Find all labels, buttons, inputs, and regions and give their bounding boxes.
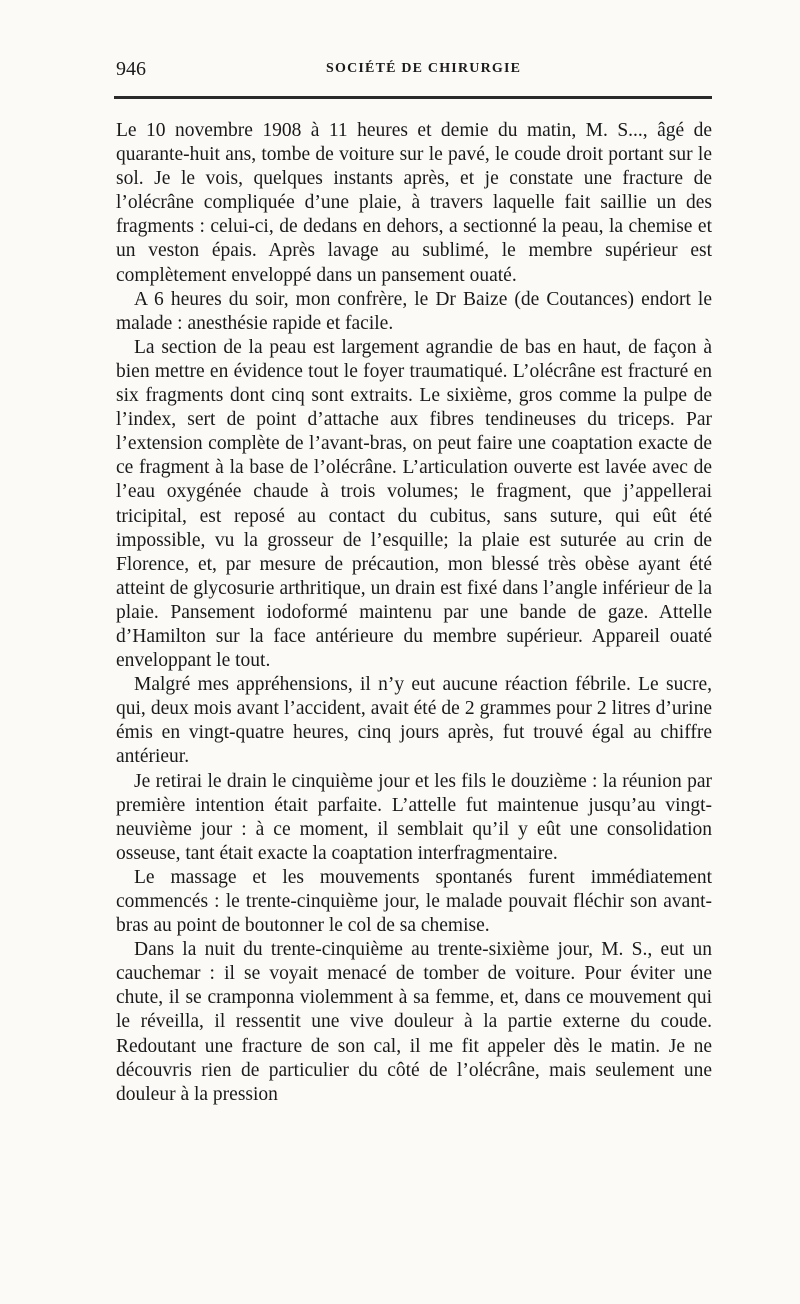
paragraph-2: A 6 heures du soir, mon confrère, le Dr Baize (de Coutances) endort le malade : anesthésie rapide et facile. <box>116 288 712 334</box>
running-head <box>116 58 712 88</box>
journal-title: SOCIÉTÉ DE CHIRURGIE <box>326 61 522 76</box>
paragraph-4: Malgré mes appréhensions, il n’y eut aucune réaction fébrile. Le sucre, qui, deux mois avant l’accident, avait été de 2 grammes pour 2 litres d’urine émis en vingt-quatre heures, cinq jours après, fut trouvé égal au chiffre antérieur. <box>116 674 712 768</box>
paragraph-7: Dans la nuit du trente-cinquième au trente-sixième jour, M. S., eut un cauchemar : il se voyait menacé de tomber de voiture. Pour éviter une chute, il se cramponna violemment à sa femme, et, dans ce mouvement qui le réveilla, il ressentit une vive douleur à la partie externe du coude. Redoutant une fracture de son cal, il me fit appeler dès le matin. Je ne découvris rien de particulier du côté de l’olécrâne, mais seulement une douleur à la pression <box>116 939 712 1105</box>
body-text <box>116 119 712 1107</box>
paragraph-3: La section de la peau est largement agrandie de bas en haut, de façon à bien mettre en évidence tout le foyer traumatiqué. L’olécrâne est fracturé en six fragments dont cinq sont extraits. Le sixième, gros comme la pulpe de l’index, sert de point d’attache aux fibres tendineuses du triceps. Par l’extension complète de l’avant-bras, on peut faire une coaptation exacte de ce fragment à la base de l’olécrâne. L’articulation ouverte est lavée avec de l’eau oxygénée chaude à trois volumes; le fragment, que j’appellerai tricipital, est reposé au contact du cubitus, sans suture, qui eût été impossible, vu la grosseur de l’esquille; la plaie est suturée au crin de Florence, et, par mesure de précaution, mon blessé très obèse ayant été atteint de glycosurie arthritique, un drain est fixé dans l’angle inférieur de la plaie. Pansement iodoformé maintenu par une bande de gaze. Attelle d’Hamilton sur la face antérieure du membre supérieur. Appareil ouaté enveloppant le tout. <box>116 336 712 672</box>
page-number: 946 <box>116 58 146 80</box>
paragraph-6: Le massage et les mouvements spontanés furent immédiatement commencés : le trente-cinquième jour, le malade pouvait fléchir son avant-bras au point de boutonner le col de sa chemise. <box>116 866 712 937</box>
paragraph-5: Je retirai le drain le cinquième jour et les fils le douzième : la réunion par première intention était parfaite. L’attelle fut maintenue jusqu’au vingt-neuvième jour : à ce moment, il semblait qu’il y eût une consolidation osseuse, tant était exacte la coaptation interfragmentaire. <box>116 770 712 864</box>
header-rule <box>114 96 712 99</box>
paragraph-1: Le 10 novembre 1908 à 11 heures et demie du matin, M. S..., âgé de quarante-huit ans, tombe de voiture sur le pavé, le coude droit portant sur le sol. Je le vois, quelques instants après, et je constate une fracture de l’olécrâne compliquée d’une plaie, à travers laquelle fait saillie un des fragments : celui-ci, de dedans en dehors, a sectionné la peau, la chemise et un veston épais. Après lavage au sublimé, le membre supérieur est complètement enveloppé dans un pansement ouaté. <box>116 120 712 286</box>
